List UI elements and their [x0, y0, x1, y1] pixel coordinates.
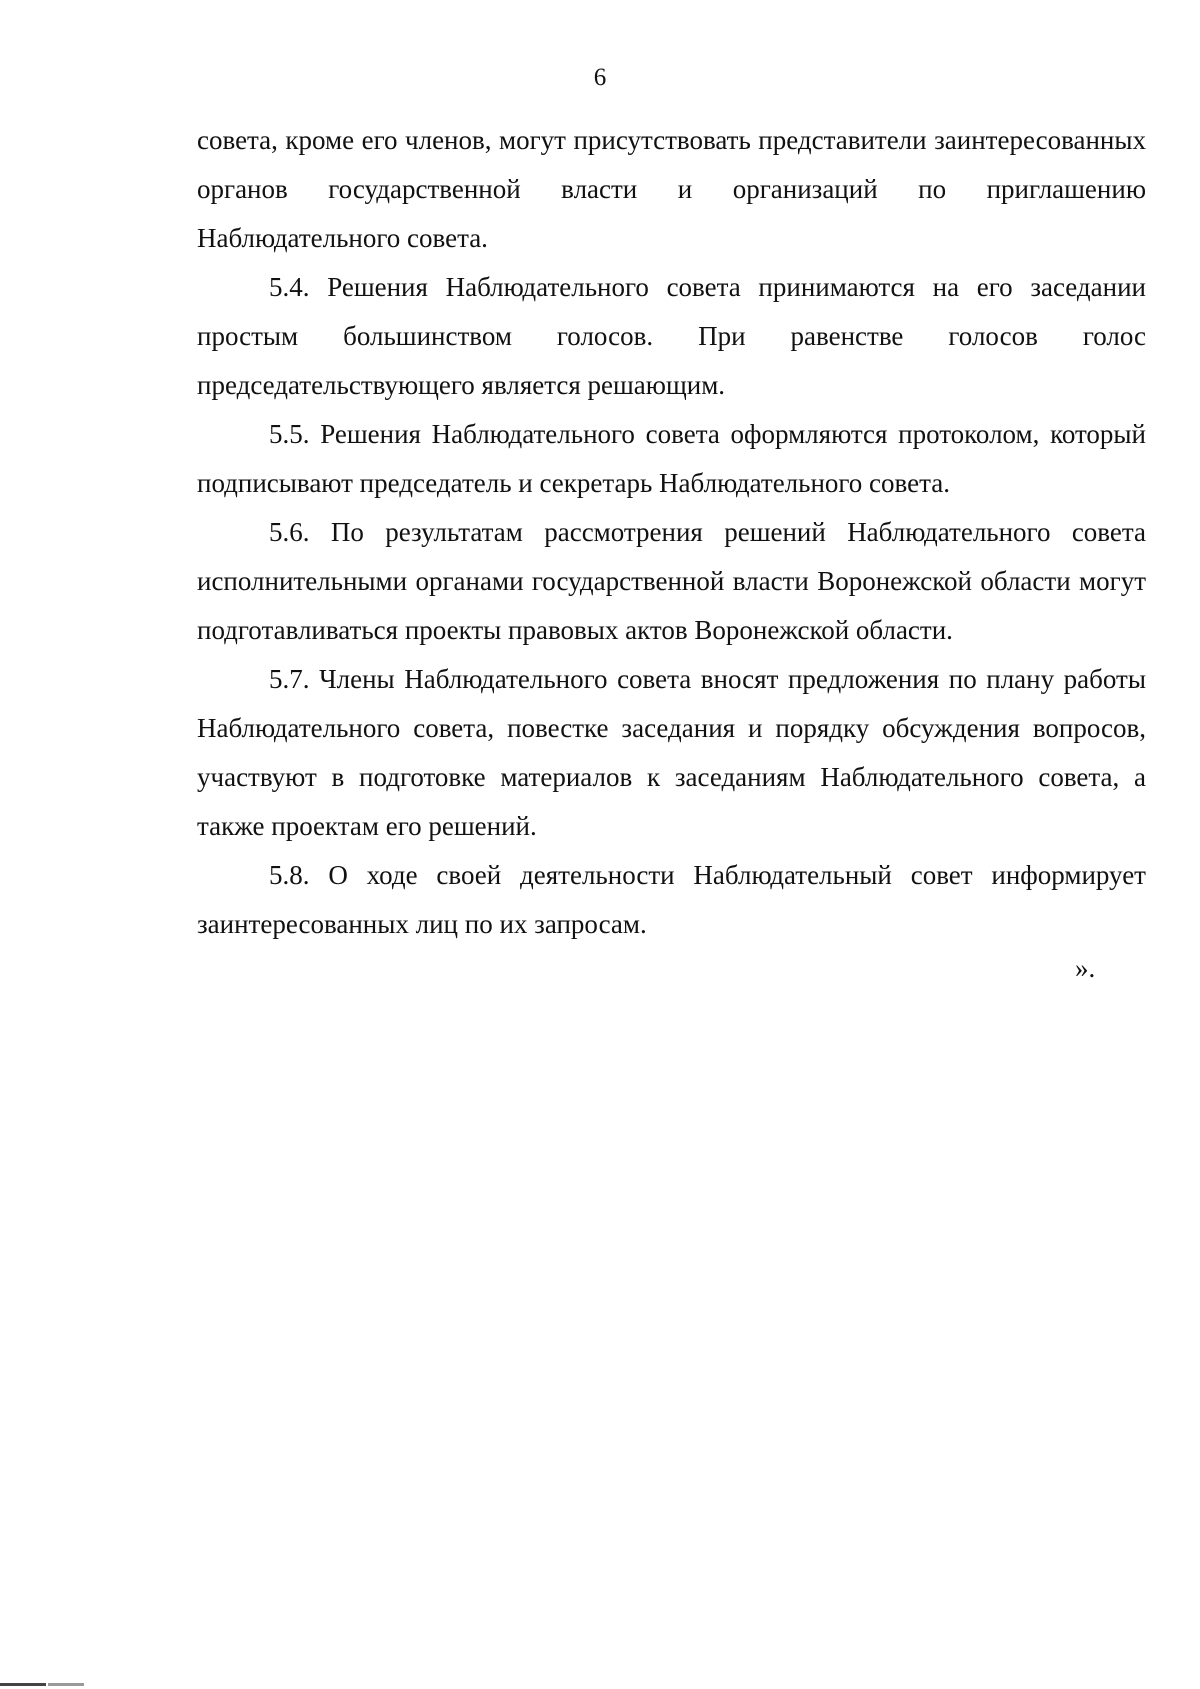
paragraph-5-6: 5.6. По результатам рассмотрения решений Наблюдательного совета исполнительными органами государственной власти Воронежской области могут подготавливаться проекты правовых актов Воронежской области. — [197, 517, 1146, 645]
document-body — [197, 116, 1146, 949]
paragraph-5-4: 5.4. Решения Наблюдательного совета принимаются на его заседании простым большинством голосов. При равенстве голосов голос председательствующего является решающим. — [197, 272, 1146, 400]
paragraph-5-8: 5.8. О ходе своей деятельности Наблюдательный совет информирует заинтересованных лиц по их запросам. — [197, 860, 1146, 939]
page-number: 6 — [593, 64, 607, 91]
paragraph-5-5: 5.5. Решения Наблюдательного совета оформляются протоколом, который подписывают председатель и секретарь Наблюдательного совета. — [197, 419, 1146, 498]
closing-quote: ». — [1075, 953, 1096, 983]
paragraph-continuation: совета, кроме его членов, могут присутствовать представители заинтересованных органов государственной власти и организаций по приглашению Наблюдательного совета. — [197, 125, 1146, 253]
scan-artifact-mark — [0, 1683, 46, 1686]
scan-artifact-mark — [48, 1683, 84, 1686]
paragraph-5-7: 5.7. Члены Наблюдательного совета вносят предложения по плану работы Наблюдательного совета, повестке заседания и порядку обсуждения вопросов, участвуют в подготовке материалов к заседаниям Наблюдательного совета, а также проектам его решений. — [197, 664, 1146, 841]
